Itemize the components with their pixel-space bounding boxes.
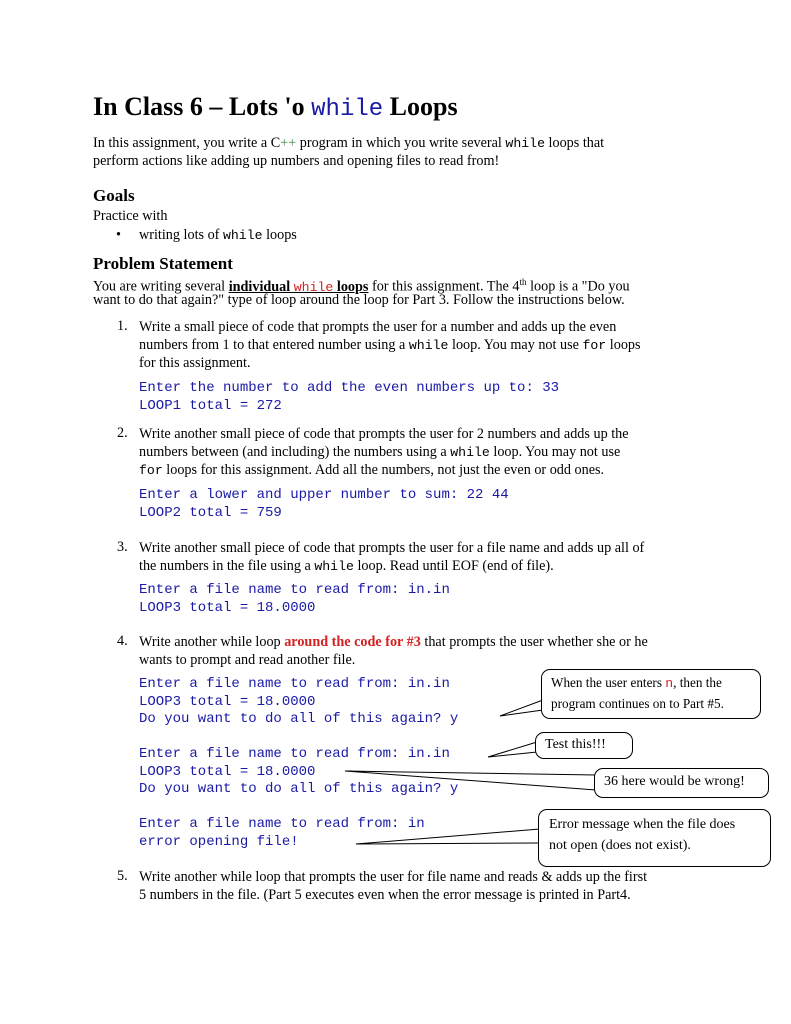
item-1-code: Enter the number to add the even numbers up to: 33 LOOP1 total = 272: [139, 380, 560, 414]
item-5-line-2: 5 numbers in the file. (Part 5 executes even when the error message is printed in Part4.: [139, 887, 631, 903]
item-3-code: Enter a file name to read from: in.in LOOP3 total = 18.0000: [139, 582, 450, 616]
item-4-line-1: Write another while loop around the code for #3 that prompts the user whether she or he: [139, 634, 648, 650]
callout-1-pointer: [500, 700, 543, 716]
title-text-end: Loops: [383, 92, 458, 121]
item-1-line-3: for this assignment.: [139, 355, 251, 371]
problem-heading: Problem Statement: [93, 254, 233, 273]
item-4-code-run-1: Enter a file name to read from: in.in LOOP3 total = 18.0000 Do you want to do all of this again? y: [139, 676, 459, 727]
bullet-icon: •: [116, 227, 121, 243]
callout-2-pointer: [488, 742, 537, 757]
intro-line-1: In this assignment, you write a C++ program in which you write several while loops that: [93, 135, 605, 151]
item-4-code-run-3: Enter a file name to read from: in error opening file!: [139, 816, 425, 850]
item-number-1: 1.: [117, 318, 128, 334]
item-2-line-1: Write another small piece of code that prompts the user for 2 numbers and adds up the: [139, 426, 629, 442]
item-3-line-1: Write another small piece of code that prompts the user for a file name and adds up all of: [139, 540, 645, 556]
problem-line-1: You are writing several individual while loops for this assignment. The 4th loop is a "Do you: [93, 277, 630, 295]
item-number-4: 4.: [117, 633, 128, 649]
problem-line-2: want to do that again?" type of loop around the loop for Part 3. Follow the instructions below.: [93, 292, 625, 308]
item-2-line-2: numbers between (and including) the numbers using a while loop. You may not use: [139, 444, 621, 460]
goals-heading: Goals: [93, 186, 135, 205]
item-number-3: 3.: [117, 539, 128, 555]
item-1-line-2: numbers from 1 to that entered number using a while loop. You may not use for loops: [139, 337, 641, 353]
intro-line-2: perform actions like adding up numbers and opening files to read from!: [93, 153, 500, 169]
item-1-line-1: Write a small piece of code that prompts the user for a number and adds up the even: [139, 319, 617, 335]
item-4-code-run-2: Enter a file name to read from: in.in LOOP3 total = 18.0000 Do you want to do all of this again? y: [139, 746, 459, 797]
title-code: while: [311, 96, 384, 123]
item-number-2: 2.: [117, 425, 128, 441]
callout-error-message: Error message when the file does not open (does not exist).: [538, 809, 771, 867]
item-number-5: 5.: [117, 868, 128, 884]
item-2-line-3: for loops for this assignment. Add all the numbers, not just the even or odd ones.: [139, 462, 605, 478]
item-2-code: Enter a lower and upper number to sum: 22 44 LOOP2 total = 759: [139, 487, 509, 521]
item-5-line-1: Write another while loop that prompts the user for file name and reads & adds up the first: [139, 869, 648, 885]
callout-36-wrong: 36 here would be wrong!: [594, 768, 769, 798]
callout-test-this: Test this!!!: [535, 732, 633, 759]
item-3-line-2: the numbers in the file using a while loop. Read until EOF (end of file).: [139, 558, 554, 574]
page-title: [93, 92, 458, 123]
title-text: In Class 6 – Lots 'o: [93, 92, 312, 121]
item-4-line-2: wants to prompt and read another file.: [139, 652, 356, 668]
goals-practice: Practice with: [93, 208, 168, 224]
callout-user-enters-n: When the user enters n, then the program continues on to Part #5.: [541, 669, 761, 719]
goals-bullet: writing lots of while loops: [139, 227, 297, 243]
